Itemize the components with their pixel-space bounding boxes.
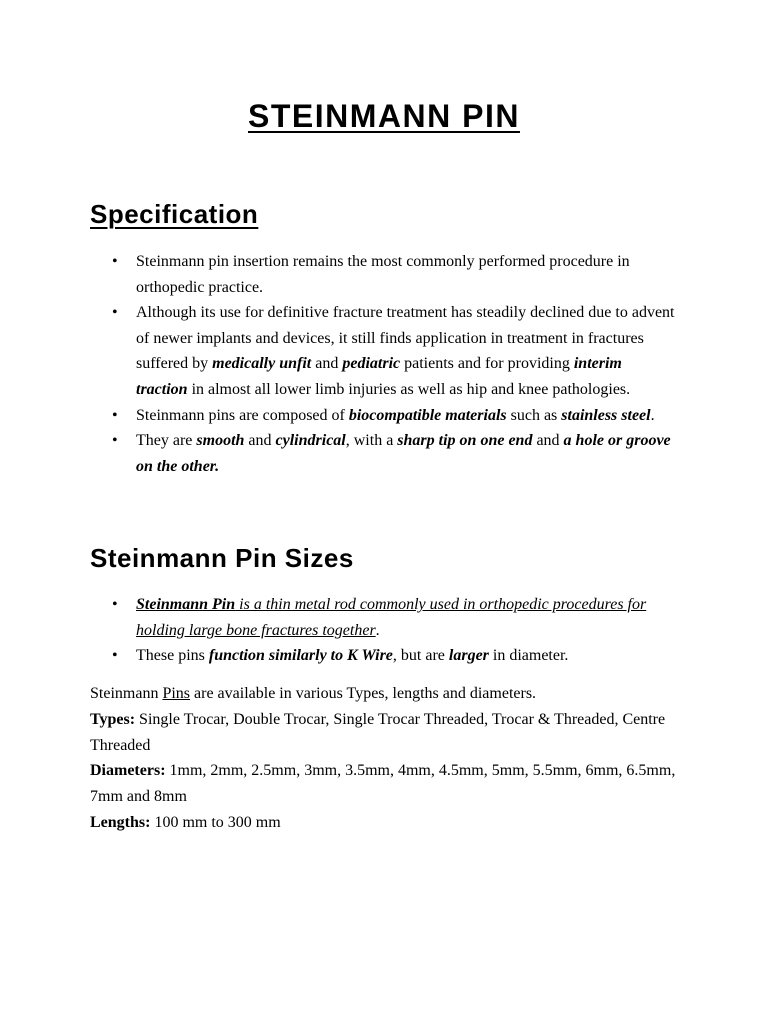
specification-heading-text: Specification bbox=[90, 199, 259, 229]
list-item bbox=[136, 249, 676, 300]
bullet-text: Steinmann pins are composed of bbox=[136, 406, 349, 424]
emphasis-text: sharp tip on one end bbox=[397, 432, 533, 450]
lengths-label: Lengths: bbox=[90, 813, 151, 831]
types-label: Types: bbox=[90, 710, 136, 728]
diameters-paragraph bbox=[90, 758, 680, 810]
emphasis-text: a hole or groove on the other. bbox=[136, 432, 671, 475]
bullet-text: , with a bbox=[345, 432, 398, 450]
sizes-heading: Steinmann Pin Sizes bbox=[90, 543, 354, 573]
availability-lead: Steinmann bbox=[90, 685, 163, 702]
pins-word: Pins bbox=[162, 685, 191, 702]
underlined-sentence bbox=[136, 596, 646, 639]
bullet-text: They are bbox=[136, 432, 197, 450]
italic-text: is a thin metal rod commonly used in orthopedic procedures for holding large bone fractures together bbox=[136, 596, 647, 639]
sizes-list bbox=[136, 592, 676, 669]
bullet-text: Although its use for definitive fracture treatment has steadily declined due to advent of newer implants and devices, it still finds application in treatment in fractures suffered by bbox=[136, 304, 675, 373]
document-title-text: STEINMANN PIN bbox=[248, 98, 520, 134]
list-item bbox=[136, 592, 676, 643]
emphasis-text: function similarly to K Wire bbox=[208, 647, 393, 665]
list-item bbox=[136, 643, 676, 669]
emphasis-text: Steinmann Pin bbox=[136, 596, 236, 613]
bullet-text: . bbox=[375, 621, 380, 639]
bullet-text: Steinmann pin insertion remains the most commonly performed procedure in orthopedic practice. bbox=[136, 253, 630, 296]
emphasis-text: medically unfit bbox=[212, 355, 312, 373]
bullet-text: in almost all lower limb injuries as well as hip and knee pathologies. bbox=[187, 380, 631, 398]
bullet-text: and bbox=[311, 355, 343, 373]
diameters-value: 1mm, 2mm, 2.5mm, 3mm, 3.5mm, 4mm, 4.5mm, 5mm, 5.5mm, 6mm, 6.5mm, 7mm and 8mm bbox=[90, 762, 676, 806]
availability-paragraph bbox=[90, 681, 680, 707]
emphasis-text: smooth bbox=[196, 432, 245, 450]
emphasis-text: pediatric bbox=[342, 355, 401, 373]
emphasis-text: stainless steel bbox=[561, 406, 651, 424]
bullet-text: . bbox=[650, 406, 655, 424]
bullet-text: in diameter. bbox=[488, 647, 569, 665]
bullet-text: and bbox=[244, 432, 276, 450]
bullet-text: and bbox=[532, 432, 564, 450]
list-item bbox=[136, 300, 676, 402]
emphasis-text: biocompatible materials bbox=[348, 406, 507, 424]
list-item bbox=[136, 403, 676, 429]
bullet-text: such as bbox=[506, 406, 562, 424]
bullet-text: , but are bbox=[392, 647, 449, 665]
bullet-text: These pins bbox=[136, 647, 209, 665]
specification-heading bbox=[90, 196, 258, 232]
availability-rest: are available in various Types, lengths and diameters. bbox=[190, 685, 537, 702]
document-title bbox=[0, 94, 768, 138]
size-details bbox=[90, 681, 680, 836]
lengths-paragraph bbox=[90, 810, 680, 836]
emphasis-text: larger bbox=[448, 647, 489, 665]
list-item bbox=[136, 428, 676, 479]
types-value: Single Trocar, Double Trocar, Single Trocar Threaded, Trocar & Threaded, Centre Threaded bbox=[90, 710, 666, 754]
emphasis-text: interim traction bbox=[136, 355, 622, 398]
types-paragraph bbox=[90, 707, 680, 759]
bullet-text: patients and for providing bbox=[400, 355, 574, 373]
diameters-label: Diameters: bbox=[90, 762, 166, 780]
specification-list bbox=[136, 249, 676, 479]
lengths-value: 100 mm to 300 mm bbox=[150, 813, 281, 831]
emphasis-text: cylindrical bbox=[275, 432, 346, 450]
